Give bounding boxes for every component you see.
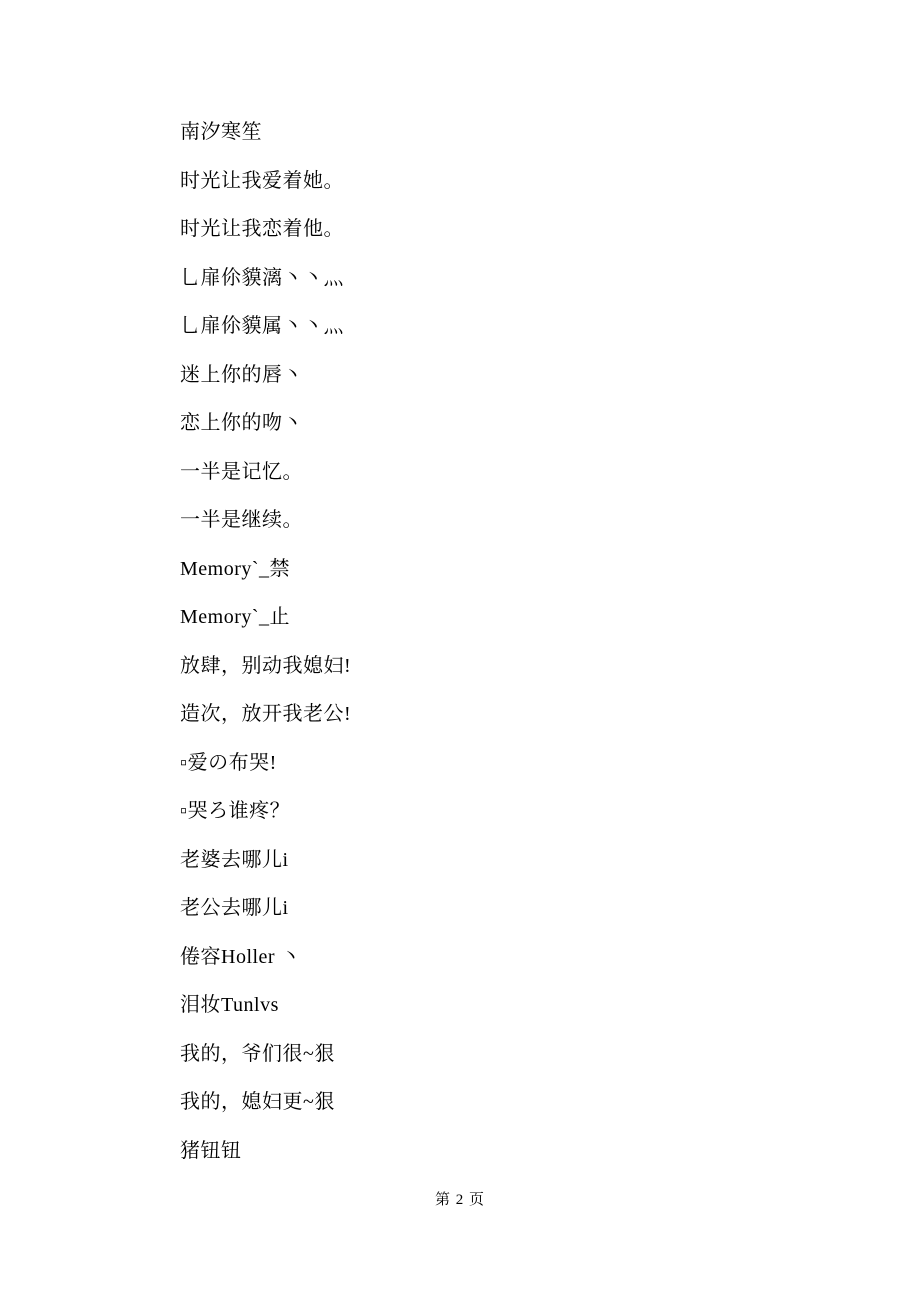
text-line: 我的，爷们很~狠 <box>180 1042 335 1065</box>
text-line: 恋上你的吻丶 <box>180 412 303 434</box>
text-line: 乚扉伱貘属丶丶灬 <box>180 315 344 337</box>
text-line: ▫哭ろ谁疼？ <box>180 800 291 822</box>
text-line: 时光让我恋着他。 <box>180 218 344 240</box>
text-line: 一半是继续。 <box>180 509 303 531</box>
text-line: 猪钮钮 <box>180 1139 242 1162</box>
text-line: 一半是记忆。 <box>180 460 303 483</box>
text-line: 我的，媳妇更~狠 <box>180 1091 335 1113</box>
document-body <box>180 108 780 1175</box>
text-line: 泪妆Tunlvs <box>180 994 279 1016</box>
text-line: 老公去哪儿i <box>180 897 289 919</box>
text-line: ▫爱の布哭! <box>180 751 277 774</box>
text-line: 时光让我爱着她。 <box>180 169 344 192</box>
text-line: Memory`_禁 <box>180 557 291 580</box>
text-line: 放肆，别动我媳妇! <box>180 654 352 677</box>
page-number: 第 2 页 <box>434 1192 485 1208</box>
text-line: 老婆去哪儿i <box>180 848 289 871</box>
text-line: Memory`_止 <box>180 606 291 628</box>
text-line: 乚扉伱貘漓丶丶灬 <box>180 266 344 289</box>
text-line: 南汐寒笙 <box>180 121 262 143</box>
text-line: 迷上你的唇丶 <box>180 363 303 386</box>
page-footer <box>0 1188 920 1209</box>
text-line: 造次，放开我老公! <box>180 703 352 725</box>
text-line: 倦容Holler 丶 <box>180 945 302 968</box>
